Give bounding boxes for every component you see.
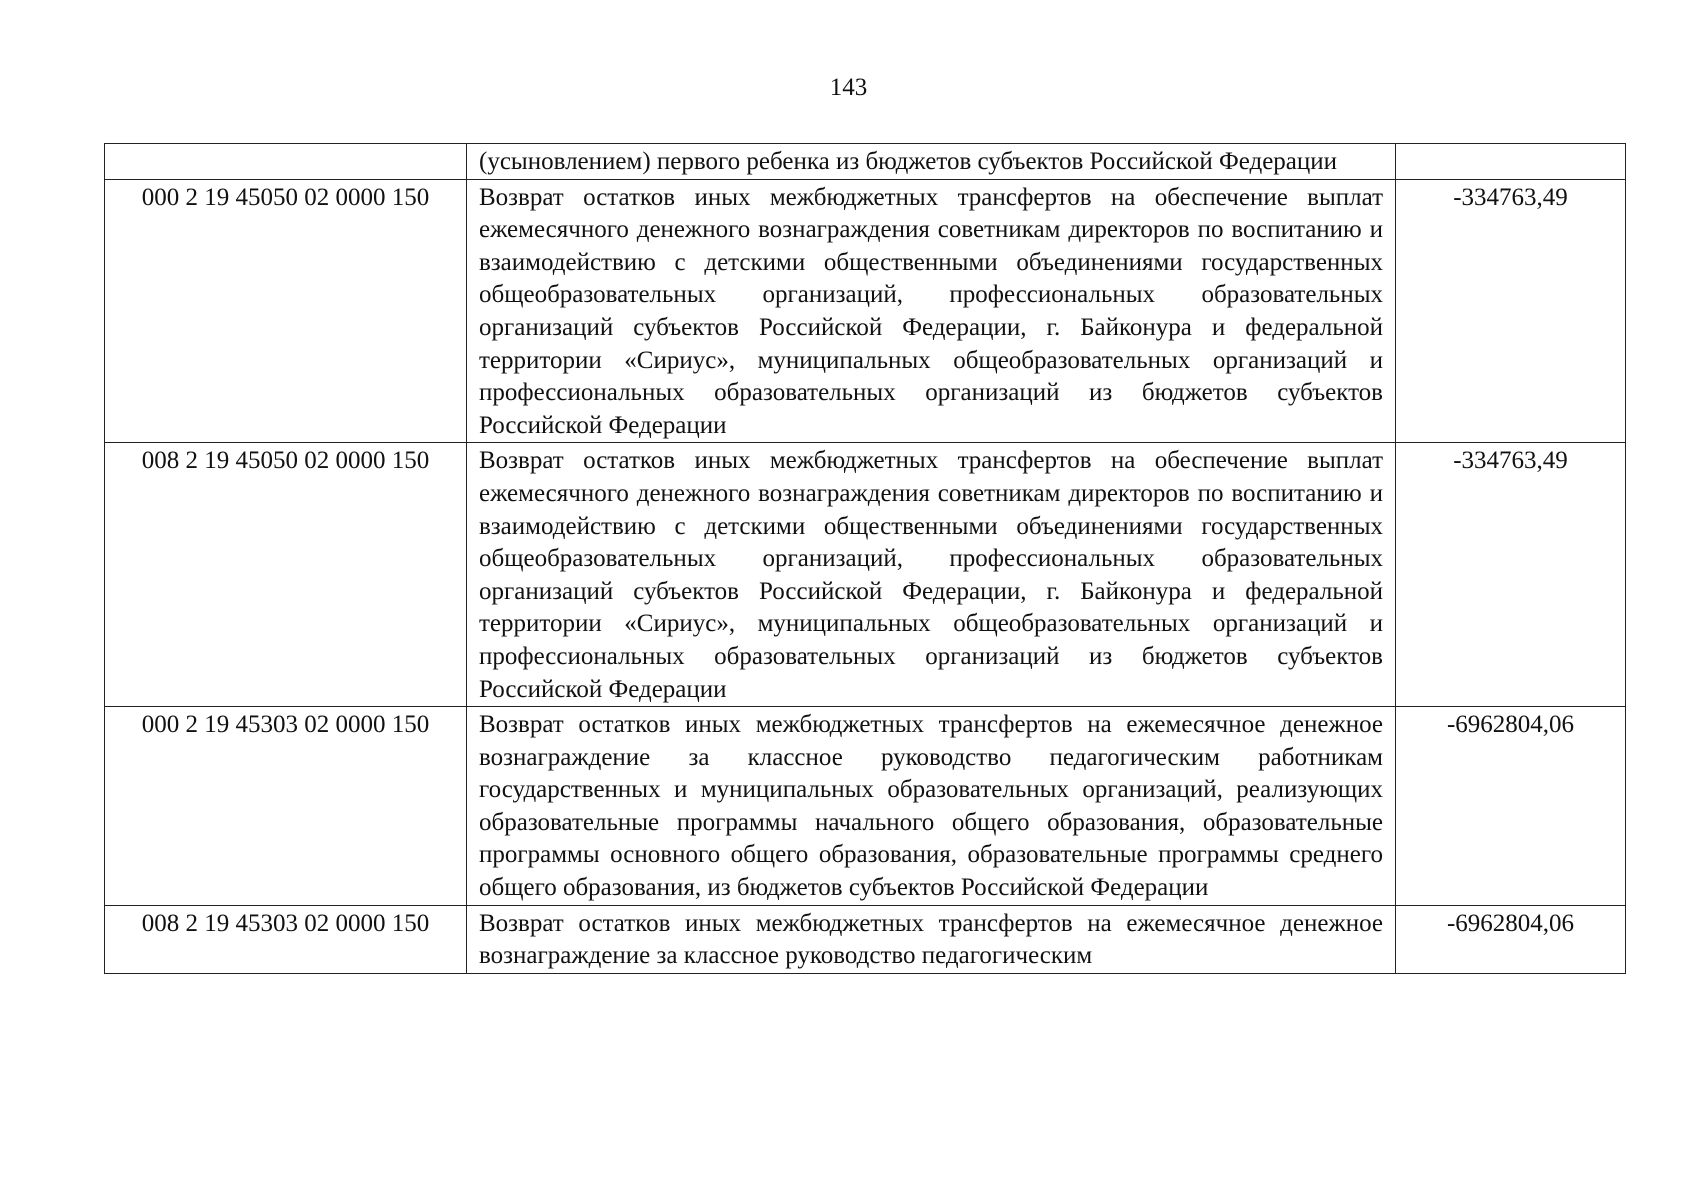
budget-code-cell: 000 2 19 45303 02 0000 150 (105, 707, 467, 906)
amount-cell: -6962804,06 (1396, 707, 1626, 906)
budget-code-cell: 000 2 19 45050 02 0000 150 (105, 179, 467, 443)
amount-cell (1396, 144, 1626, 180)
budget-table (104, 143, 1626, 974)
amount-cell: -334763,49 (1396, 443, 1626, 707)
description-cell: Возврат остатков иных межбюджетных трансфертов на обеспечение выплат ежемесячного денежного вознаграждения советникам директоров по воспитанию и взаимодействию с детскими общественными объединениями государственных общеобразовательных организаций, профессиональных образовательных организаций субъектов Российской Федерации, г. Байконура и федеральной территории «Сириус», муниципальных общеобразовательных организаций и профессиональных образовательных организаций из бюджетов субъектов Российской Федерации (467, 179, 1396, 443)
description-cell: Возврат остатков иных межбюджетных трансфертов на ежемесячное денежное вознаграждение за классное руководство педагогическим (467, 905, 1396, 973)
budget-code-cell (105, 144, 467, 180)
table-row (105, 179, 1626, 443)
budget-code-cell: 008 2 19 45050 02 0000 150 (105, 443, 467, 707)
page-number: 143 (829, 74, 868, 101)
table-row (105, 707, 1626, 906)
description-cell: (усыновлением) первого ребенка из бюджетов субъектов Российской Федерации (467, 144, 1396, 180)
table-row (105, 905, 1626, 973)
description-cell: Возврат остатков иных межбюджетных трансфертов на ежемесячное денежное вознаграждение за классное руководство педагогическим работникам государственных и муниципальных образовательных организаций, реализующих образовательные программы начального общего образования, образовательные программы основного общего образования, образовательные программы среднего общего образования, из бюджетов субъектов Российской Федерации (467, 707, 1396, 906)
budget-code-cell: 008 2 19 45303 02 0000 150 (105, 905, 467, 973)
table-row (105, 443, 1626, 707)
amount-cell: -334763,49 (1396, 179, 1626, 443)
description-cell: Возврат остатков иных межбюджетных трансфертов на обеспечение выплат ежемесячного денежного вознаграждения советникам директоров по воспитанию и взаимодействию с детскими общественными объединениями государственных общеобразовательных организаций, профессиональных образовательных организаций субъектов Российской Федерации, г. Байконура и федеральной территории «Сириус», муниципальных общеобразовательных организаций и профессиональных образовательных организаций из бюджетов субъектов Российской Федерации (467, 443, 1396, 707)
table-row (105, 144, 1626, 180)
amount-cell: -6962804,06 (1396, 905, 1626, 973)
